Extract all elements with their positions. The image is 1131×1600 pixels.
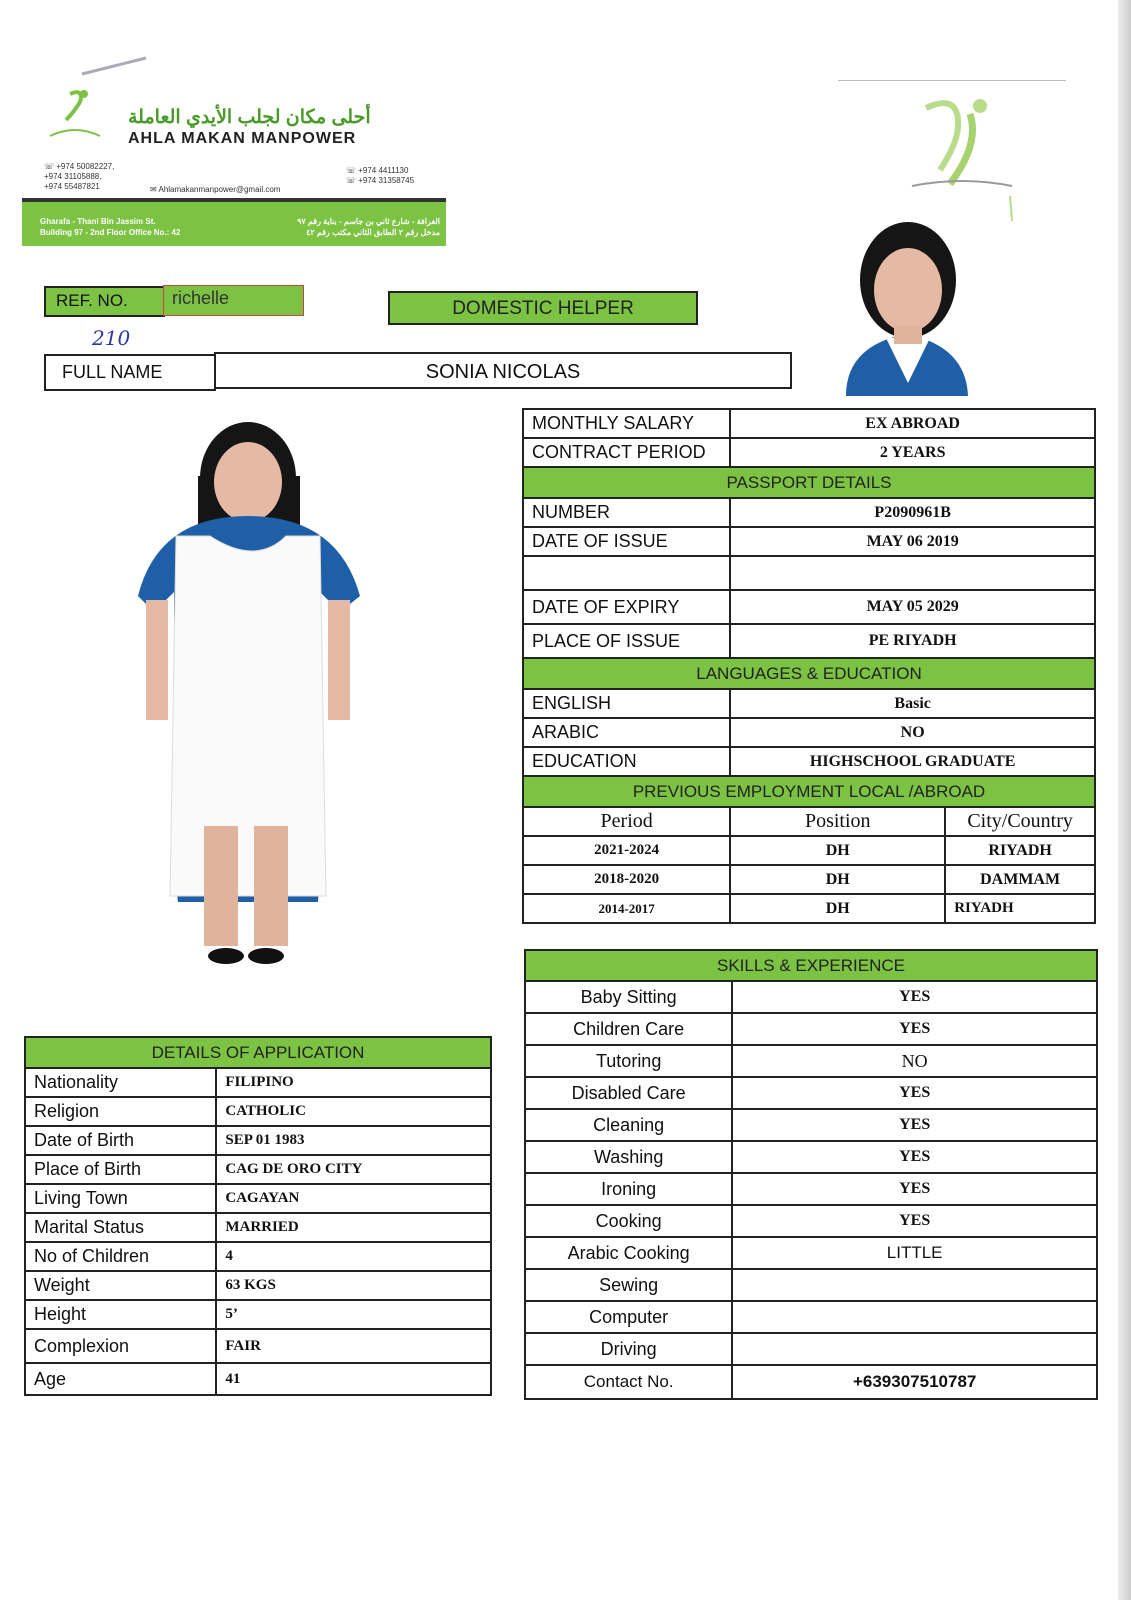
phone-5: +974 31358745 [358,176,415,185]
detail-label: Complexion [25,1329,216,1363]
address-english [40,216,180,238]
english-value: Basic [730,689,1095,718]
table-row [25,1271,491,1300]
table-row [523,624,1095,658]
date-of-expiry-label: DATE OF EXPIRY [523,590,730,624]
skill-label: Washing [525,1141,732,1173]
ref-label-box [44,286,165,317]
employment-col-headers [523,807,1095,836]
ref-value: richelle [172,288,230,308]
skill-label: Driving [525,1333,732,1365]
detail-label: No of Children [25,1242,216,1271]
pen-mark [80,54,150,78]
date-of-expiry-value: MAY 05 2029 [730,590,1095,624]
phone-list-right [346,166,414,186]
contact-value: +639307510787 [732,1365,1097,1399]
phone-icon: ☏ [346,176,359,185]
table-row [523,689,1095,718]
table-row [525,1205,1097,1237]
table-row [525,1013,1097,1045]
table-row [525,1269,1097,1301]
arabic-label: ARABIC [523,718,730,747]
table-row [25,1126,491,1155]
blank-label [523,556,730,590]
table-row [25,1329,491,1363]
blank-value [730,556,1095,590]
table-row [525,1045,1097,1077]
detail-value: MARRIED [216,1213,491,1242]
employment-city: RIYADH [945,836,1095,865]
table-row [523,556,1095,590]
detail-value: CAGAYAN [216,1184,491,1213]
email: Ahlamakanmanpower@gmail.com [158,185,281,194]
phone-2: +974 31105888, [44,172,102,181]
ref-value-box [163,285,304,316]
place-of-issue-value: PE RIYADH [730,624,1095,658]
languages-header: LANGUAGES & EDUCATION [523,658,1095,689]
monthly-salary-label: MONTHLY SALARY [523,409,730,438]
employment-city: RIYADH [945,894,1095,923]
phone-icon: ☏ [44,162,57,171]
employment-position: DH [730,894,945,923]
skill-label: Tutoring [525,1045,732,1077]
table-row [25,1363,491,1395]
ref-label: REF. NO. [56,291,128,310]
phone-1: +974 50082227, [56,162,115,171]
table-row [523,527,1095,556]
skill-value: YES [732,1205,1097,1237]
skill-value: YES [732,1141,1097,1173]
detail-label: Living Town [25,1184,216,1213]
skill-value: NO [732,1045,1097,1077]
col-position: Position [730,807,945,836]
full-name-value-box [214,352,792,389]
detail-value: FAIR [216,1329,491,1363]
skill-value: YES [732,1173,1097,1205]
monthly-salary-value: EX ABROAD [730,409,1095,438]
detail-label: Date of Birth [25,1126,216,1155]
passport-number-value: P2090961B [730,498,1095,527]
skills-table [524,949,1098,1400]
table-row [523,836,1095,865]
employment-period: 2014-2017 [523,894,730,923]
table-row [25,1184,491,1213]
contract-period-label: CONTRACT PERIOD [523,438,730,467]
detail-value: CATHOLIC [216,1097,491,1126]
passport-header: PASSPORT DETAILS [523,467,1095,498]
company-name-arabic: أحلى مكان لجلب الأيدي العاملة [128,107,371,128]
skill-value [732,1269,1097,1301]
email-line [150,185,280,195]
skill-value: YES [732,1109,1097,1141]
table-row [525,1141,1097,1173]
table-row [25,1097,491,1126]
table-row [25,1242,491,1271]
table-row [25,1213,491,1242]
education-label: EDUCATION [523,747,730,776]
scan-edge [1118,0,1131,1600]
detail-label: Religion [25,1097,216,1126]
phone-4: +974 4411130 [358,166,409,175]
skill-value: YES [732,1077,1097,1109]
skill-label: Disabled Care [525,1077,732,1109]
contact-label: Contact No. [525,1365,732,1399]
address-en-line-2: Building 97 - 2nd Floor Office No.: 42 [40,228,181,237]
address-arabic [244,216,440,238]
skill-value: YES [732,1013,1097,1045]
passport-number-label: NUMBER [523,498,730,527]
skill-label: Baby Sitting [525,981,732,1013]
table-row [523,747,1095,776]
skill-label: Sewing [525,1269,732,1301]
info-table [522,408,1096,924]
company-logo-icon [910,96,1020,226]
top-rule [838,80,1066,81]
job-title: DOMESTIC HELPER [452,298,634,319]
skill-value [732,1333,1097,1365]
detail-label: Height [25,1300,216,1329]
table-row [523,894,1095,923]
table-row [523,865,1095,894]
col-period: Period [523,807,730,836]
place-of-issue-label: PLACE OF ISSUE [523,624,730,658]
table-row [523,718,1095,747]
detail-value: 4 [216,1242,491,1271]
phone-list-left [44,162,114,192]
table-row [25,1068,491,1097]
job-title-box [388,291,698,325]
detail-label: Nationality [25,1068,216,1097]
arabic-value: NO [730,718,1095,747]
education-value: HIGHSCHOOL GRADUATE [730,747,1095,776]
skills-header: SKILLS & EXPERIENCE [525,950,1097,981]
skill-value [732,1301,1097,1333]
skill-label: Children Care [525,1013,732,1045]
table-row [25,1155,491,1184]
detail-value: 41 [216,1363,491,1395]
table-row [525,1109,1097,1141]
full-name-value: SONIA NICOLAS [425,361,581,383]
table-row [523,409,1095,438]
skill-label: Computer [525,1301,732,1333]
skill-label: Ironing [525,1173,732,1205]
table-row [525,1333,1097,1365]
details-table [24,1036,492,1396]
skill-value: YES [732,981,1097,1013]
address-ar-line-2: مدخل رقم ٢ الطابق الثاني مكتب رقم ٤٢ [306,228,440,237]
skill-label: Cooking [525,1205,732,1237]
detail-value: FILIPINO [216,1068,491,1097]
employment-position: DH [730,836,945,865]
table-row [523,438,1095,467]
skill-label: Cleaning [525,1109,732,1141]
email-icon: ✉ [150,185,159,194]
employment-position: DH [730,865,945,894]
detail-label: Age [25,1363,216,1395]
date-of-issue-label: DATE OF ISSUE [523,527,730,556]
detail-value: CAG DE ORO CITY [216,1155,491,1184]
address-en-line-1: Gharafa - Thani Bin Jassim St. [40,217,156,226]
table-row [525,1173,1097,1205]
detail-value: 5’ [216,1300,491,1329]
full-name-label: FULL NAME [62,362,163,382]
detail-label: Weight [25,1271,216,1300]
table-row [523,590,1095,624]
full-body-photo [56,416,476,996]
detail-label: Marital Status [25,1213,216,1242]
full-name-label-box [44,354,216,391]
ref-handwritten: 210 [92,326,131,350]
phone-icon: ☏ [346,166,359,175]
employment-period: 2018-2020 [523,865,730,894]
skill-label: Arabic Cooking [525,1237,732,1269]
table-row [25,1300,491,1329]
skill-value: LITTLE [732,1237,1097,1269]
table-row [525,1301,1097,1333]
contract-period-value: 2 YEARS [730,438,1095,467]
table-row [525,1365,1097,1399]
address-ar-line-1: الغرافة - شارع ثاني بن جاسم - بناية رقم ٩٧ [297,217,440,226]
details-header: DETAILS OF APPLICATION [25,1037,491,1068]
company-logo-icon [40,86,110,146]
phone-3: +974 55487821 [44,182,100,191]
table-row [525,1077,1097,1109]
col-city-country: City/Country [945,807,1095,836]
detail-label: Place of Birth [25,1155,216,1184]
date-of-issue-value: MAY 06 2019 [730,527,1095,556]
detail-value: SEP 01 1983 [216,1126,491,1155]
table-row [525,981,1097,1013]
address-bar [22,202,446,246]
employment-period: 2021-2024 [523,836,730,865]
company-name-english: AHLA MAKAN MANPOWER [128,130,357,147]
portrait-photo [806,218,1011,396]
table-row [523,498,1095,527]
employment-header: PREVIOUS EMPLOYMENT LOCAL /ABROAD [523,776,1095,807]
detail-value: 63 KGS [216,1271,491,1300]
employment-city: DAMMAM [945,865,1095,894]
table-row [525,1237,1097,1269]
english-label: ENGLISH [523,689,730,718]
